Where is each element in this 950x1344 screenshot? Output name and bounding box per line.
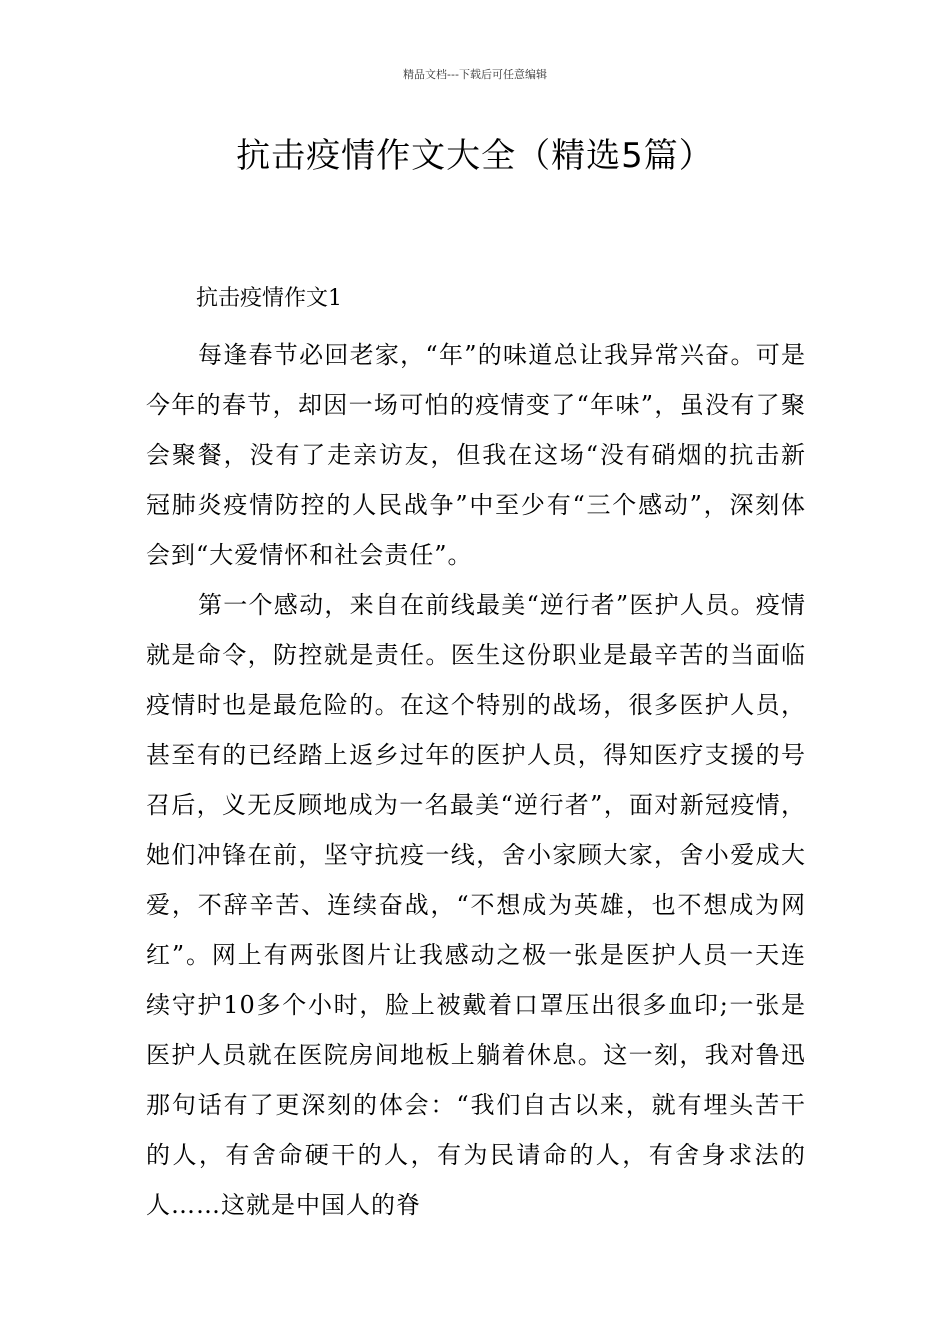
paragraph-2: 第一个感动，来自在前线最美“逆行者”医护人员。疫情就是命令，防控就是责任。医生这份职业是最辛苦的当面临疫情时也是最危险的。在这个特别的战场，很多医护人员，甚至有的已经踏上返乡过年的医护人员，得知医疗支援的号召后，义无反顾地成为一名最美“逆行者”，面对新冠疫情，她们冲锋在前，坚守抗疫一线，舍小家顾大家，舍小爱成大爱，不辞辛苦、连续奋战，“不想成为英雄，也不想成为网红”。网上有两张图片让我感动之极一张是医护人员一天连续守护10多个小时，脸上被戴着口罩压出很多血印;一张是医护人员就在医院房间地板上躺着休息。这一刻，我对鲁迅那句话有了更深刻的体会：“我们自古以来，就有埋头苦干的人，有舍命硬干的人，有为民请命的人，有舍身求法的人……这就是中国人的脊 xyxy=(146,591,806,1219)
document-body xyxy=(146,282,806,1230)
section-heading: 抗击疫情作文1 xyxy=(196,286,342,311)
header-note: 精品文档---下载后可任意编辑 xyxy=(403,68,547,81)
paragraph-1: 每逢春节必回老家，“年”的味道总让我异常兴奋。可是今年的春节，却因一场可怕的疫情变了“年味”，虽没有了聚会聚餐，没有了走亲访友，但我在这场“没有硝烟的抗击新冠肺炎疫情防控的人民战争”中至少有“三个感动”，深刻体会到“大爱情怀和社会责任”。 xyxy=(146,341,806,569)
document-title: 抗击疫情作文大全（精选5篇） xyxy=(236,136,714,176)
